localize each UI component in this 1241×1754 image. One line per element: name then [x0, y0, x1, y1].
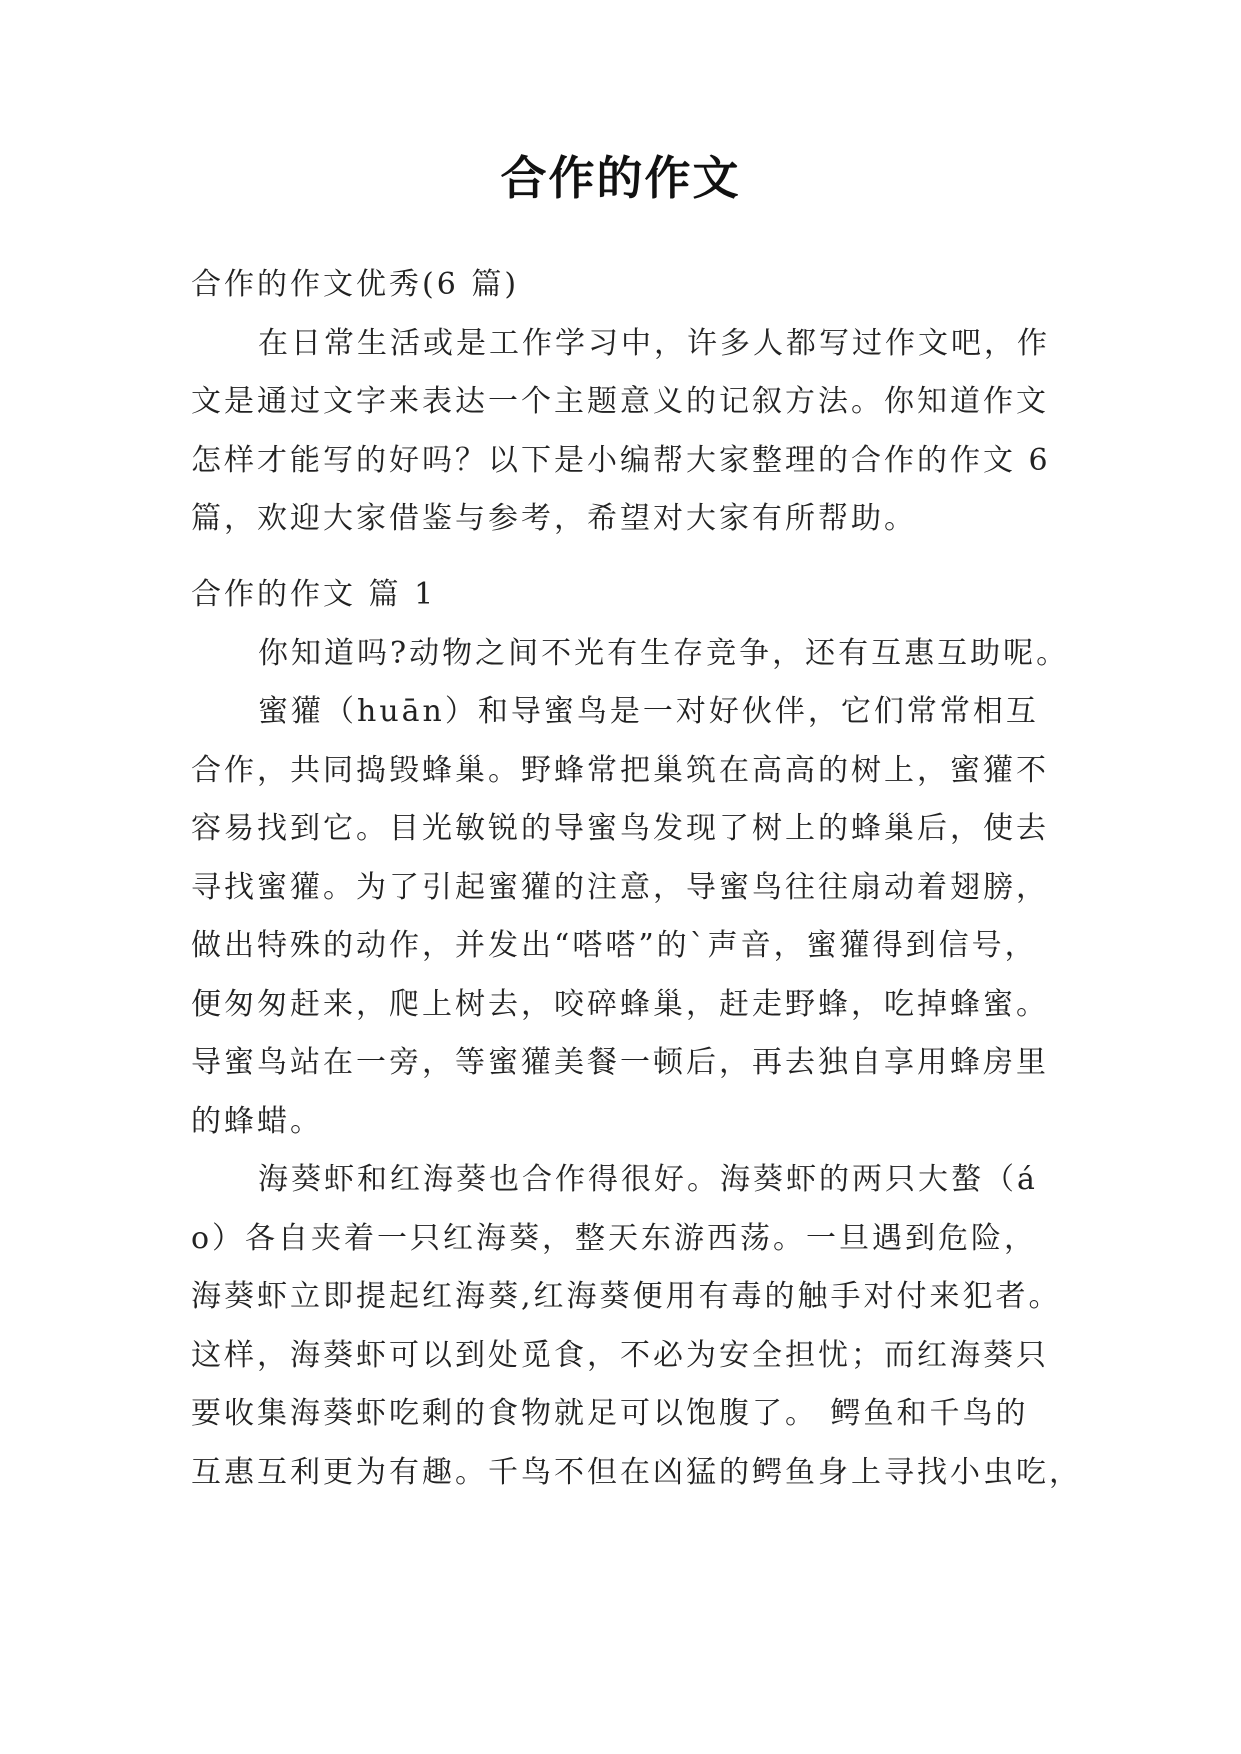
document-title: 合作的作文 — [500, 151, 741, 205]
paragraph-line: 海葵虾和红海葵也合作得很好。海葵虾的两只大螯（á — [258, 1162, 1038, 1197]
paragraph-line: 蜜獾（huān）和导蜜鸟是一对好伙伴，它们常常相互 — [258, 694, 1039, 729]
intro-line: 文是通过文字来表达一个主题意义的记叙方法。你知道作文 — [191, 384, 1049, 419]
section-1 — [191, 566, 1082, 1502]
intro-section — [191, 256, 1051, 549]
paragraph-line: 合作，共同捣毁蜂巢。野蜂常把巢筑在高高的树上，蜜獾不 — [191, 752, 1049, 788]
paragraph-line: 的蜂蜡。 — [191, 1103, 323, 1139]
paragraph-line: 互惠互利更为有趣。千鸟不但在凶猛的鳄鱼身上寻找小虫吃， — [191, 1454, 1082, 1490]
paragraph-line: 做出特殊的动作，并发出“嗒嗒”的`声音，蜜獾得到信号， — [191, 928, 1038, 963]
paragraph-line: 便匆匆赶来，爬上树去，咬碎蜂巢，赶走野蜂，吃掉蜂蜜。 — [191, 986, 1049, 1022]
intro-line: 怎样才能写的好吗？以下是小编帮大家整理的合作的作文 6 — [191, 442, 1051, 478]
paragraph-line: 寻找蜜獾。为了引起蜜獾的注意，导蜜鸟往往扇动着翅膀， — [191, 869, 1049, 905]
paragraph-line: 这样，海葵虾可以到处觅食，不必为安全担忧；而红海葵只 — [191, 1337, 1049, 1373]
paragraph-line: o）各自夹着一只红海葵，整天东游西荡。一旦遇到危险， — [191, 1220, 1038, 1256]
paragraph-line: 海葵虾立即提起红海葵,红海葵便用有毒的触手对付来犯者。 — [191, 1279, 1062, 1314]
intro-line: 篇，欢迎大家借鉴与参考，希望对大家有所帮助。 — [191, 501, 917, 536]
paragraph-line: 你知道吗?动物之间不光有生存竞争，还有互惠互助呢。 — [258, 635, 1070, 671]
intro-line: 在日常生活或是工作学习中，许多人都写过作文吧，作 — [258, 325, 1050, 361]
section-1-heading: 合作的作文 篇 1 — [191, 577, 437, 612]
paragraph-line: 容易找到它。目光敏锐的导蜜鸟发现了树上的蜂巢后，使去 — [191, 811, 1049, 846]
paragraph-line: 导蜜鸟站在一旁，等蜜獾美餐一顿后，再去独自享用蜂房里 — [191, 1045, 1049, 1080]
intro-heading: 合作的作文优秀(6 篇) — [191, 267, 520, 302]
paragraph-line: 要收集海葵虾吃剩的食物就足可以饱腹了。 鳄鱼和千鸟的 — [191, 1396, 1029, 1431]
